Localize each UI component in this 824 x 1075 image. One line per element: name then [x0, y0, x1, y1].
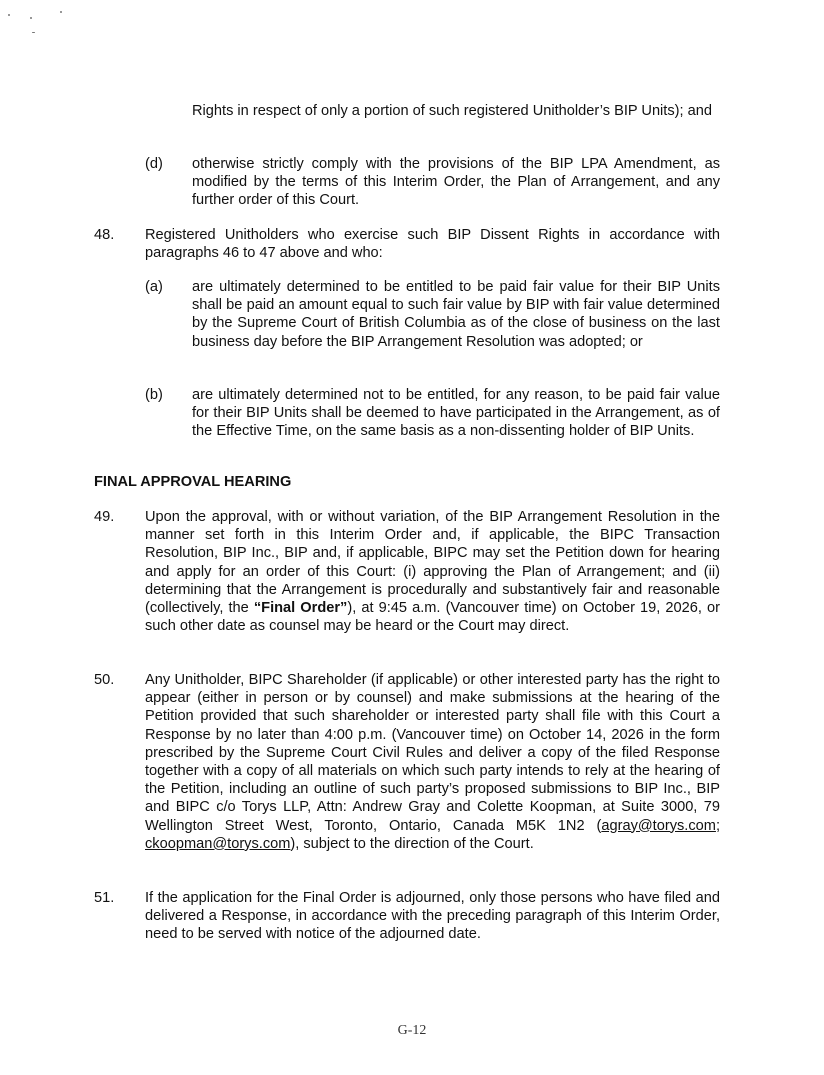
- item-label: (a): [145, 279, 163, 295]
- text-run: Any Unitholder, BIPC Shareholder (if applicable) or other interested party has the right to appear (either in person or by counsel) and make submissions at the hearing of the Petition provided that such shareholder or interested party shall file with this Court a Response by no later than 4:00 p.m. (Vancouver time) on October 14, 2026 in the form prescribed by the Supreme Court Civil Rules and deliver a copy of the filed Response together with a copy of all materials on which such party intends to rely at the hearing of the Petition, including an outline of such party’s proposed submissions to BIP Inc., BIP and BIPC c/o Torys LLP, Attn: Andrew Gray and Colette Koopman, at Suite 3000, 79 Wellington Street West, Toronto, Ontario, Canada M5K 1N2 (: [145, 672, 720, 834]
- text-run: ), at 9:45 a.m. (Vancouver time) on October 19, 2026, or such other date as counsel may be heard or the Court may direct.: [145, 600, 720, 635]
- page-footer: G-12: [397, 1023, 427, 1038]
- item-text: otherwise strictly comply with the provisions of the BIP LPA Amendment, as modified by the terms of this Interim Order, the Plan of Arrangement, and any further order of this Court.: [192, 156, 720, 209]
- paragraph-number: 49.: [94, 509, 115, 525]
- paragraph-text: If the application for the Final Order is adjourned, only those persons who have filed and delivered a Response, in accordance with the preceding paragraph of this Interim Order, need to be served with notice of the adjourned date.: [145, 890, 720, 943]
- text-run: ), subject to the direction of the Court.: [290, 835, 534, 852]
- paragraph-number: 48.: [94, 227, 115, 243]
- paragraph-text: Registered Unitholders who exercise such BIP Dissent Rights in accordance with paragraphs 46 to 47 above and who:: [145, 227, 720, 262]
- paragraph-number: 50.: [94, 672, 115, 688]
- item-text: are ultimately determined to be entitled to be paid fair value for their BIP Units shall be paid an amount equal to such fair value by BIP with fair value determined by the Supreme Court of British Columbia as of the close of business on the last business day before the BIP Arrangement Resolution was adopted; or: [192, 279, 720, 350]
- paragraph-text: [145, 508, 720, 635]
- scan-artifact: [30, 17, 32, 19]
- item-label: (d): [145, 156, 163, 172]
- text-run: ;: [715, 817, 720, 834]
- email-link-agray[interactable]: agray@torys.com: [601, 817, 716, 834]
- scan-artifact: [32, 32, 35, 33]
- scan-artifact: [60, 11, 62, 13]
- item-text: are ultimately determined not to be entitled, for any reason, to be paid fair value for their BIP Units shall be deemed to have participated in the Arrangement, as of the Effective Time, on the same basis as a non-dissenting holder of BIP Units.: [192, 387, 720, 440]
- email-link-ckoopman[interactable]: ckoopman@torys.com: [145, 835, 291, 852]
- defined-term: “Final Order”: [253, 600, 348, 617]
- text-run: Upon the approval, with or without variation, of the BIP Arrangement Resolution in the manner set forth in this Interim Order and, if applicable, the BIPC Transaction Resolution, BIP Inc., BIP and, if applicable, BIPC may set the Petition down for hearing and apply for an order of this Court: (i) approving the Plan of Arrangement; and (ii) determining that the Arrangement is procedurally and substantively fair and reasonable (collectively, the: [145, 509, 720, 617]
- scan-artifact: [8, 14, 10, 16]
- paragraph-text: [145, 671, 720, 853]
- section-heading: FINAL APPROVAL HEARING: [94, 474, 292, 490]
- continuation-text: Rights in respect of only a portion of such registered Unitholder’s BIP Units); and: [192, 103, 712, 119]
- paragraph-number: 51.: [94, 890, 115, 906]
- item-label: (b): [145, 387, 163, 403]
